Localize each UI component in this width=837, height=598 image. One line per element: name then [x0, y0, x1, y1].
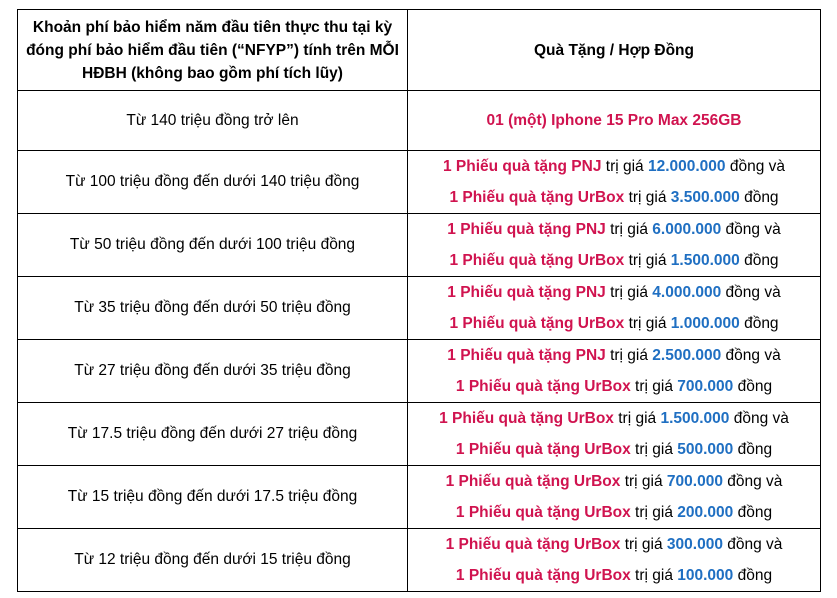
gift-value-prefix: trị giá	[605, 284, 653, 301]
table-row	[18, 466, 821, 529]
table-row	[18, 214, 821, 277]
gift-name: 1 Phiếu quà tặng UrBox	[455, 567, 631, 584]
gift-cell	[408, 466, 821, 529]
gift-cell	[408, 91, 821, 151]
gift-value: 6.000.000	[652, 221, 722, 238]
gift-value-prefix: trị giá	[605, 347, 653, 364]
gift-value: 3.500.000	[670, 189, 740, 206]
gift-value-prefix: trị giá	[624, 189, 671, 206]
gift-value-suffix: đồng	[733, 378, 773, 395]
table-row	[18, 91, 821, 151]
gift-line	[414, 434, 814, 465]
gift-value-suffix: đồng	[739, 315, 779, 332]
gift-value-prefix: trị giá	[605, 221, 653, 238]
gift-line	[414, 308, 814, 339]
table-row	[18, 529, 821, 592]
gift-value-suffix: đồng và	[722, 536, 783, 553]
gift-value: 2.500.000	[652, 347, 722, 364]
premium-range: Từ 17.5 triệu đồng đến dưới 27 triệu đồng	[18, 403, 408, 466]
gift-value-suffix: đồng	[739, 189, 779, 206]
gift-value-suffix: đồng	[733, 567, 773, 584]
gift-line	[414, 529, 814, 560]
table-row	[18, 277, 821, 340]
gift-value: 500.000	[677, 441, 734, 458]
gift-value-prefix: trị giá	[630, 378, 678, 395]
gift-name: 1 Phiếu quà tặng UrBox	[455, 441, 631, 458]
gift-value-suffix: đồng và	[725, 158, 786, 175]
gift-line	[414, 371, 814, 402]
gift-cell	[408, 277, 821, 340]
gift-name: 1 Phiếu quà tặng UrBox	[445, 473, 621, 490]
gift-name: 1 Phiếu quà tặng UrBox	[455, 378, 631, 395]
gift-table	[17, 9, 821, 592]
gift-line	[414, 497, 814, 528]
premium-range: Từ 100 triệu đồng đến dưới 140 triệu đồng	[18, 151, 408, 214]
gift-value-prefix: trị giá	[620, 536, 667, 553]
gift-value: 1.500.000	[670, 252, 740, 269]
gift-value: 700.000	[666, 473, 723, 490]
table-header-row	[18, 10, 821, 91]
premium-range: Từ 27 triệu đồng đến dưới 35 triệu đồng	[18, 340, 408, 403]
gift-value-prefix: trị giá	[624, 252, 671, 269]
gift-value: 1.500.000	[660, 410, 730, 427]
gift-value-prefix: trị giá	[630, 441, 678, 458]
gift-name: 1 Phiếu quà tặng UrBox	[449, 189, 625, 206]
gift-value: 100.000	[677, 567, 734, 584]
gift-value: 200.000	[677, 504, 734, 521]
gift-line	[414, 277, 814, 308]
gift-name: 1 Phiếu quà tặng PNJ	[442, 158, 602, 175]
gift-line	[414, 466, 814, 497]
gift-line	[414, 182, 814, 213]
gift-value-suffix: đồng và	[721, 284, 781, 301]
gift-name: 01 (một) Iphone 15 Pro Max 256GB	[486, 112, 742, 129]
gift-name: 1 Phiếu quà tặng UrBox	[449, 315, 625, 332]
gift-line	[414, 340, 814, 371]
gift-cell	[408, 340, 821, 403]
gift-name: 1 Phiếu quà tặng UrBox	[445, 536, 621, 553]
gift-cell	[408, 151, 821, 214]
gift-value-suffix: đồng	[733, 441, 773, 458]
gift-cell	[408, 529, 821, 592]
gift-value-suffix: đồng	[733, 504, 773, 521]
gift-name: 1 Phiếu quà tặng UrBox	[455, 504, 631, 521]
table-row	[18, 403, 821, 466]
header-gift: Quà Tặng / Hợp Đồng	[408, 10, 821, 91]
gift-name: 1 Phiếu quà tặng UrBox	[439, 410, 614, 427]
premium-range: Từ 15 triệu đồng đến dưới 17.5 triệu đồng	[18, 466, 408, 529]
gift-value-prefix: trị giá	[630, 504, 678, 521]
gift-value-prefix: trị giá	[601, 158, 648, 175]
gift-value: 1.000.000	[670, 315, 740, 332]
gift-line	[414, 403, 814, 434]
gift-name: 1 Phiếu quà tặng PNJ	[447, 284, 606, 301]
gift-value-prefix: trị giá	[620, 473, 667, 490]
gift-cell	[408, 214, 821, 277]
gift-line	[414, 214, 814, 245]
gift-value-prefix: trị giá	[613, 410, 661, 427]
gift-value: 12.000.000	[647, 158, 726, 175]
gift-value: 4.000.000	[652, 284, 722, 301]
premium-range: Từ 12 triệu đồng đến dưới 15 triệu đồng	[18, 529, 408, 592]
premium-range: Từ 35 triệu đồng đến dưới 50 triệu đồng	[18, 277, 408, 340]
premium-range: Từ 50 triệu đồng đến dưới 100 triệu đồng	[18, 214, 408, 277]
gift-value-suffix: đồng và	[722, 473, 783, 490]
header-premium: Khoản phí bảo hiểm năm đầu tiên thực thu tại kỳ đóng phí bảo hiểm đầu tiên (“NFYP”) tính trên MỖI HĐBH (không bao gồm phí tích lũy)	[18, 10, 408, 91]
gift-value: 700.000	[677, 378, 734, 395]
gift-line	[414, 560, 814, 591]
gift-value-prefix: trị giá	[624, 315, 671, 332]
gift-line	[414, 245, 814, 276]
gift-name: 1 Phiếu quà tặng PNJ	[447, 221, 606, 238]
gift-value: 300.000	[666, 536, 723, 553]
table-row	[18, 340, 821, 403]
gift-cell	[408, 403, 821, 466]
gift-value-suffix: đồng và	[729, 410, 789, 427]
gift-value-suffix: đồng	[739, 252, 779, 269]
gift-value-prefix: trị giá	[630, 567, 678, 584]
gift-value-suffix: đồng và	[721, 221, 781, 238]
gift-value-suffix: đồng và	[721, 347, 781, 364]
premium-range: Từ 140 triệu đồng trở lên	[18, 91, 408, 151]
gift-line	[414, 151, 814, 182]
gift-name: 1 Phiếu quà tặng UrBox	[449, 252, 625, 269]
gift-name: 1 Phiếu quà tặng PNJ	[447, 347, 606, 364]
table-row	[18, 151, 821, 214]
